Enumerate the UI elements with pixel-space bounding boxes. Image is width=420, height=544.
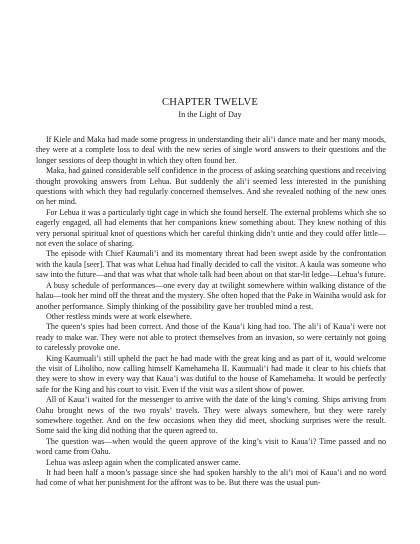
chapter-title: CHAPTER TWELVE (161, 97, 259, 108)
paragraph: All of Kaua’i waited for the messenger to arrive with the date of the king’s coming. Ships arriving from Oahu brought news of the two royals’ travels. They were always somewhere, but they were rarely somewhere together. And on the few occasions when they did meet, shocking surprises were the result. Some said the king did nothing that the queen agreed to. (36, 395, 386, 436)
chapter-header (0, 97, 420, 120)
paragraph: It had been half a moon’s passage since she had spoken harshly to the ali’i moi of Kaua’i and no word had come of what her punishment for the affront was to be. But there was the usual pun- (36, 468, 386, 488)
paragraph: Lehua was asleep again when the complicated answer came. (46, 457, 241, 467)
paragraph: The queen’s spies had been correct. And those of the Kaua’i king had too. The ali’i of Kaua’i were not ready to make war. They were not able to protect themselves from an invasion, so were certainly not going to carelessly provoke one. (36, 322, 386, 353)
paragraph: The question was—when would the queen approve of the king’s visit to Kaua’i? Time passed and no word came from Oahu. (36, 436, 386, 457)
paragraph: Maka, had gained considerable self confidence in the process of asking searching questions and receiving thought provoking answers from Lehua. But suddenly the ali’i seemed less interested in the punishing questions with which they had regularly concerned themselves. And she revealed nothing of the new ones on her mind. (36, 166, 386, 207)
paragraph: Other restless minds were at work elsewhere. (46, 311, 192, 321)
paragraph: A busy schedule of performances—one every day at twilight somewhere within walking distance of the halau—took her mind off the threat and the mystery. She often hoped that the Pake in Wainiha would ask for another performance. Simply thinking of the possibility gave her troubled mind a rest. (36, 280, 386, 311)
paragraph: The episode with Chief Kaumali’i and its momentary threat had been swept aside by the confrontation with the kaula [seer]. That was what Lehua had finally decided to call the visitor. A kaula was someone who saw into the future—and that was what that whole talk had been about on that star-lit ledge—Lehua’s future. (36, 249, 386, 280)
paragraph: King Kaumuali’i still upheld the pact he had made with the great king and as part of it, would welcome the visit of Liholiho, now calling himself Kamehameha II. Kaumuali’i had made it clear to his chiefs that they were to show in every way that Kaua’i was dutiful to the house of Kamehameha. It would be perfectly safe for the King and his court to visit. Even if the visit was a silent show of power. (36, 353, 386, 394)
paragraph: For Lehua it was a particularly tight cage in which she found herself. The external problems which she so eagerly engaged, all had elements that her companions knew something about. They knew nothing of this very personal spiritual knot of questions which her careful thinking didn’t untie and they could offer little—not even the solace of sharing. (36, 207, 386, 249)
chapter-body (36, 135, 386, 489)
paragraph: If Kiele and Maka had made some progress in understanding their ali’i dance mate and her many moods, they were at a complete loss to deal with the new series of single word answers to their questions and the longer sessions of deep thought in which they often found her. (36, 135, 386, 165)
chapter-subtitle: In the Light of Day (178, 110, 242, 119)
